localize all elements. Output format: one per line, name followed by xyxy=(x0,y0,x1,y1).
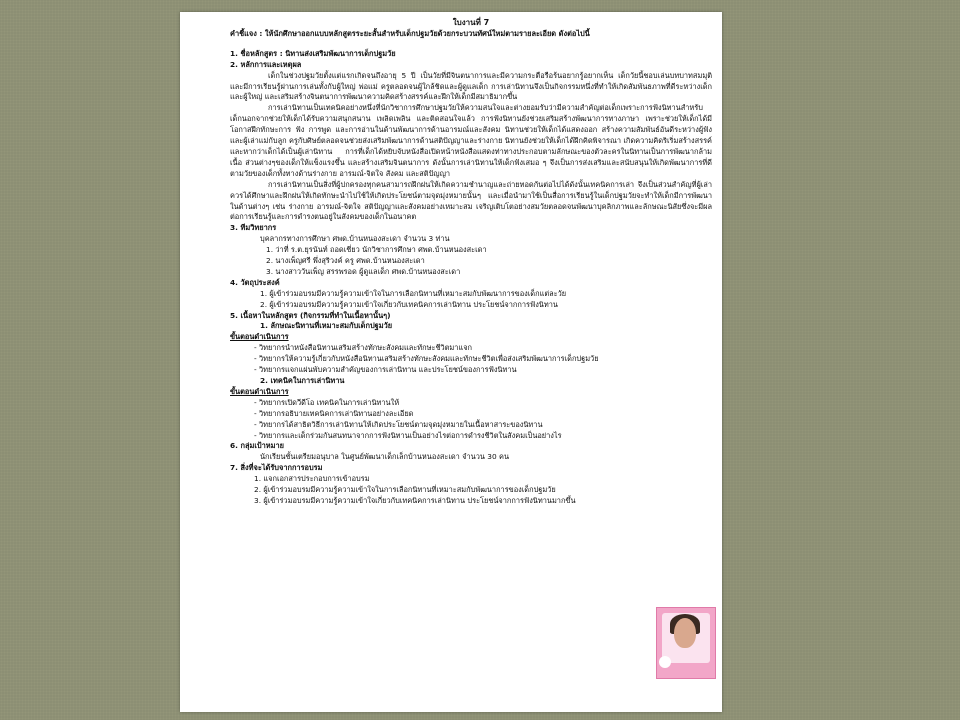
kitty-sticker-icon xyxy=(659,656,671,668)
section-7-heading: 7. สิ่งที่จะได้รับจากการอบรม xyxy=(230,463,323,473)
step-item: - วิทยากรให้ความรู้เกี่ยวกับหนังสือนิทานเสริมสร้างทักษะสังคมและทักษะชีวิตเพื่อส่งเสริมพัฒนาการเด็กปฐมวัย xyxy=(254,354,599,364)
section-4-heading: 4. วัตถุประสงค์ xyxy=(230,277,280,287)
worksheet-title: ใบงานที่ 7 xyxy=(452,18,490,27)
target-group-text: นักเรียนชั้นเตรียมอนุบาล ในศูนย์พัฒนาเด็กเล็กบ้านหนองสะเดา จำนวน 30 คน xyxy=(260,452,510,462)
rationale-paragraph-1: เด็กในช่วงปฐมวัยตั้งแต่แรกเกิดจนถึงอายุ 5 ปี เป็นวัยที่มีจินตนาการและมีความกระตือรือร้นอยากรู้อยากเห็น เด็กวัยนี้ชอบเล่นบทบาทสมมุติและมีการเรียนรู้ผ่านการเล่นทั้งกับผู้ใหญ่ พ่อแม่ ครูตลอดจนผู้ใกล้ชิดและผู้ดูแลเด็ก การเล่านิทานจึงเป็นกิจกรรมหนึ่งที่ทำให้เกิดสัมพันธภาพที่ดีระหว่างเด็กและผู้ใหญ่ และเสริมสร้างจินตนาการพัฒนาความคิดสร้างสรรค์และฝึกให้เด็กมีสมาธิมากขึ้น xyxy=(230,70,712,102)
step-item: - วิทยากรเปิดวีดีโอ เทคนิคในการเล่านิทานให้ xyxy=(254,397,400,407)
content-topic-2: 2. เทคนิคในการเล่านิทาน xyxy=(260,376,345,385)
benefit-item: 2. ผู้เข้าร่วมอบรมมีความรู้ความเข้าใจในการเลือกนิทานที่เหมาะสมกับพัฒนาการของเด็กปฐมวัย xyxy=(254,485,556,495)
student-photo xyxy=(656,607,716,679)
objective-item: 1. ผู้เข้าร่วมอบรมมีความรู้ความเข้าใจในการเลือกนิทานที่เหมาะสมกับพัฒนาการของเด็กแต่ละวัย xyxy=(260,288,567,298)
rationale-paragraph-3: การเล่านิทานเป็นสิ่งที่ผู้ปกครองทุกคนสามารถฝึกฝนให้เกิดความชำนาญและถ่ายทอดกันต่อไปได้ดังนั้นเทคนิคการเล่า จึงเป็นส่วนสำคัญที่ผู้เล่าควรได้ศึกษาและฝึกฝนให้เกิดทักษะนำไปใช้ให้เกิดประโยชน์ตามจุดมุ่งหมายนั้นๆ และเมื่อนำมาใช้เป็นสื่อการเรียนรู้ในเด็กปฐมวัยจะทำให้เด็กมีการพัฒนาในด้านต่างๆ เช่น ร่างกาย อารมณ์-จิตใจ สติปัญญาและสังคมอย่างเหมาะสม เจริญเติบโตอย่างสมวัยตลอดจนพัฒนาบุคลิกภาพและลักษณะนิสัยซึ่งจะมีผลต่อการเรียนรู้และการดำรงตนอยู่ในสังคมของเด็กในอนาคต xyxy=(230,179,712,222)
speakers-intro: บุคลากรทางการศึกษา ศพด.บ้านหนองสะเดา จำนวน 3 ท่าน xyxy=(260,234,450,244)
speaker-item: 1. ว่าที่ ร.ต.ยุรนันท์ ถอดเชี่ยว นักวิชาการศึกษา ศพด.บ้านหนองสะเดา xyxy=(266,245,487,255)
speaker-item: 3. นางสาววันเพ็ญ สรรพรอด ผู้ดูแลเด็ก ศพด.บ้านหนองสะเดา xyxy=(266,266,461,276)
photo-face xyxy=(674,618,696,648)
section-5-heading: 5. เนื้อหาในหลักสูตร (กิจกรรมที่ทำในเนื้อหานั้นๆ) xyxy=(230,310,391,320)
worksheet-page xyxy=(180,12,722,712)
section-1-course-name: 1. ชื่อหลักสูตร : นิทานส่งเสริมพัฒนาการเด็กปฐมวัย xyxy=(230,48,396,58)
instruction: คำชี้แจง : ให้นักศึกษาออกแบบหลักสูตรระยะสั้นสำหรับเด็กปฐมวัยด้วยกระบวนทัศน์ใหม่ตามรายละเอียด ดังต่อไปนี้ xyxy=(230,28,590,38)
step-item: - วิทยากรได้สาธิตวิธีการเล่านิทานให้เกิดประโยชน์ตามจุดมุ่งหมายในเนื้อหาสาระของนิทาน xyxy=(254,419,543,429)
rationale-paragraph-2: การเล่านิทานเป็นเทคนิคอย่างหนึ่งที่นักวิชาการศึกษาปฐมวัยให้ความสนใจและต่างยอมรับว่ามีความสำคัญต่อเด็กเพราะการฟังนิทานสำหรับเด็กนอกจากช่วยให้เด็กได้รับความสนุกสนาน เพลิดเพลิน และติดสอนใจแล้ว การฟังนิทานยังช่วยเสริมสร้างพัฒนาการทางภาษา เพราะช่วยให้เด็กได้มีโอกาสฝึกทักษะการ ฟัง การพูด และการอ่านในด้านพัฒนาการด้านอารมณ์และสังคม นิทานช่วยให้เด็กได้แสดงออก สร้างความสัมพันธ์อันดีระหว่างผู้ฟังและผู้เล่าแม่กับลูก ครูกับศิษย์ตลอดจนช่วยส่งเสริมพัฒนาการด้านสติปัญญาและร่างกาย นิทานยังช่วยให้เด็กได้ฝึกคิดพิจารณา เกิดความคิดริเริ่มสร้างสรรค์ และหากว่าเด็กได้เป็นผู้เล่านิทาน การที่เด็กได้หยิบจับหนังสือเปิดหน้าหนังสือแสดงท่าทางประกอบตามลักษณะของตัวละครในนิทานเป็นการพัฒนากล้ามเนื้อ ส่วนต่างๆของเด็กให้แข็งแรงขึ้น และสร้างเสริมจินตนาการ ดังนั้นการเล่านิทานให้เด็กฟังเสมอ ๆ จึงเป็นการส่งเสริมและสนับสนุนให้เกิดพัฒนาการที่ดีตามวัยของเด็กทั้งทางด้านร่างกาย อารมณ์-จิตใจ สังคม และสติปัญญา xyxy=(230,103,712,178)
steps-label: ขั้นตอนดำเนินการ xyxy=(230,386,289,396)
step-item: - วิทยากรนำหนังสือนิทานเสริมสร้างทักษะสังคมและทักษะชีวิตมาแจก xyxy=(254,343,473,353)
step-item: - วิทยากรอธิบายเทคนิคการเล่านิทานอย่างละเอียด xyxy=(254,408,414,418)
content-topic-1: 1. ลักษณะนิทานที่เหมาะสมกับเด็กปฐมวัย xyxy=(260,321,393,331)
step-item: - วิทยากรและเด็กร่วมกันสนทนาจากการฟังนิทานเป็นอย่างไรต่อการดำรงชีวิตในสังคมเป็นอย่างไร xyxy=(254,430,562,440)
benefit-item: 1. แจกเอกสารประกอบการเข้าอบรม xyxy=(254,474,370,484)
section-2-heading: 2. หลักการและเหตุผล xyxy=(230,59,302,69)
section-6-heading: 6. กลุ่มเป้าหมาย xyxy=(230,441,284,451)
speaker-item: 2. นางเพ็ญศรี พึ่งสุริวงค์ ครู ศพด.บ้านหนองสะเดา xyxy=(266,256,425,266)
benefit-item: 3. ผู้เข้าร่วมอบรมมีความรู้ความเข้าใจเกี่ยวกับเทคนิคการเล่านิทาน ประโยชน์จากการฟังนิทานมากขึ้น xyxy=(254,495,576,505)
step-item: - วิทยากรแจกแผ่นพับความสำคัญของการเล่านิทาน และประโยชน์ของการฟังนิทาน xyxy=(254,365,517,375)
objective-item: 2. ผู้เข้าร่วมอบรมมีความรู้ความเข้าใจเกี่ยวกับเทคนิคการเล่านิทาน ประโยชน์จากการฟังนิทาน xyxy=(260,299,558,309)
steps-label: ขั้นตอนดำเนินการ xyxy=(230,332,289,342)
section-3-heading: 3. ทีมวิทยากร xyxy=(230,223,277,233)
